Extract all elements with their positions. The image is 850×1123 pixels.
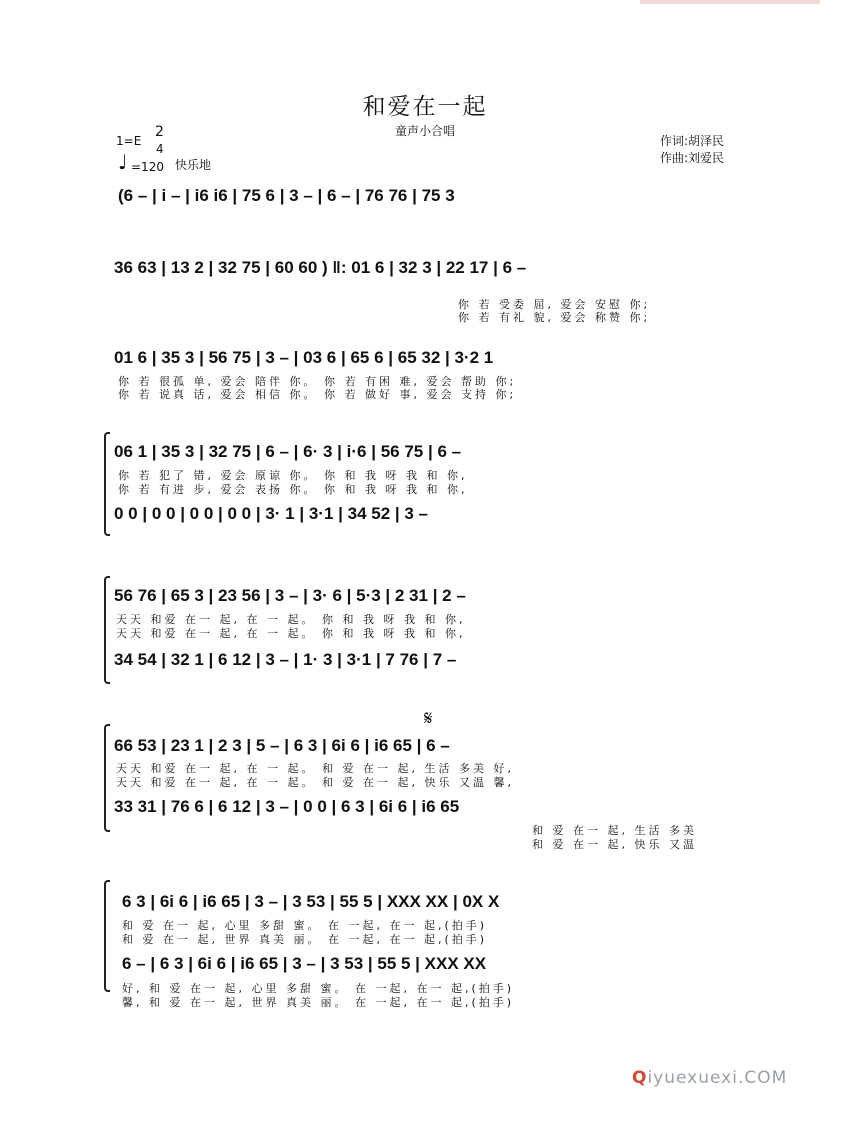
notes-row-7-lower: 6 – | 6 3 | 6i 6 | i6 65 | 3 – | 3 53 | 55 5 | XXX XX xyxy=(122,954,487,973)
lyrics-row-5-verse-1: 天天 和爱 在一 起, 在 一 起。 你 和 我 呀 我 和 你, xyxy=(116,613,466,626)
lyrics-row-4-verse-1: 你 若 犯了 错, 爱会 原谅 你。 你 和 我 呀 我 和 你, xyxy=(118,469,468,482)
watermark-text: iyuexuexi.COM xyxy=(647,1068,788,1088)
time-signature-bottom: 4 xyxy=(156,142,164,156)
lyrics-row-6-verse-2: 天天 和爱 在一 起, 在 一 起。 和 爱 在一 起, 快乐 又温 馨, xyxy=(116,776,514,789)
watermark xyxy=(632,1068,787,1088)
tempo-value: =120 xyxy=(131,160,164,174)
lyrics-row-3-verse-2: 你 若 说真 话, 爱会 相信 你。 你 若 做好 事, 爱会 支持 你; xyxy=(118,388,517,401)
notes-row-3: 01 6 | 35 3 | 56 75 | 3 – | 03 6 | 65 6 | 65 32 | 3·2 1 xyxy=(114,348,494,367)
lyrics-row-6-verse-1: 天天 和爱 在一 起, 在 一 起。 和 爱 在一 起, 生活 多美 好, xyxy=(116,762,514,775)
composer: 作曲:刘爱民 xyxy=(660,151,725,165)
lyrics-row-6-lower-verse-2: 和 爱 在一 起, 快乐 又温 xyxy=(532,838,697,851)
quarter-note-icon: ♩ xyxy=(118,150,128,174)
time-signature-top: 2 xyxy=(155,124,164,140)
watermark-logo: Q xyxy=(632,1068,648,1088)
notes-row-5-upper: 56 76 | 65 3 | 23 56 | 3 – | 3· 6 | 5·3 | 2 31 | 2 – xyxy=(114,586,466,605)
lyrics-row-2-verse-2: 你 若 有礼 貌, 爱会 称赞 你; xyxy=(458,311,651,324)
key-signature: 1=E xyxy=(116,134,142,148)
song-title: 和爱在一起 xyxy=(362,94,488,120)
system-brace-5 xyxy=(104,576,110,684)
system-brace-6 xyxy=(104,724,110,832)
notes-row-2: 36 63 | 13 2 | 32 75 | 60 60 ) ‖: 01 6 | 32 3 | 22 17 | 6 – xyxy=(114,258,527,277)
lyrics-row-6-lower-verse-1: 和 爱 在一 起, 生活 多美 xyxy=(532,824,697,837)
segno-sign: 𝄋 xyxy=(424,706,433,730)
tempo-marking: 快乐地 xyxy=(175,158,212,172)
notes-row-1: (6 – | i – | i6 i6 | 75 6 | 3 – | 6 – | 76 76 | 75 3 xyxy=(118,186,455,205)
system-brace-7 xyxy=(104,880,110,992)
notes-row-4-upper: 06 1 | 35 3 | 32 75 | 6 – | 6· 3 | i·6 | 56 75 | 6 – xyxy=(114,442,462,461)
notes-row-7-upper: 6 3 | 6i 6 | i6 65 | 3 – | 3 53 | 55 5 | XXX XX | 0X X xyxy=(122,892,500,911)
top-edge-bar xyxy=(640,0,820,4)
lyricist: 作词:胡泽民 xyxy=(660,134,725,148)
lyrics-row-4-verse-2: 你 若 有进 步, 爱会 表扬 你。 你 和 我 呀 我 和 你, xyxy=(118,483,468,496)
notes-row-6-lower: 33 31 | 76 6 | 6 12 | 3 – | 0 0 | 6 3 | 6i 6 | i6 65 xyxy=(114,797,460,816)
lyrics-row-7-verse-1: 和 爱 在一 起, 心里 多甜 蜜。 在 一起, 在一 起,(拍手) xyxy=(122,919,488,932)
lyrics-row-3-verse-1: 你 若 很孤 单, 爱会 陪伴 你。 你 若 有困 难, 爱会 帮助 你; xyxy=(118,375,517,388)
lyrics-row-5-verse-2: 天天 和爱 在一 起, 在 一 起。 你 和 我 呀 我 和 你, xyxy=(116,627,466,640)
notes-row-4-lower: 0 0 | 0 0 | 0 0 | 0 0 | 3· 1 | 3·1 | 34 52 | 3 – xyxy=(114,504,428,523)
system-brace-4 xyxy=(104,432,110,536)
notes-row-6-upper: 66 53 | 23 1 | 2 3 | 5 – | 6 3 | 6i 6 | i6 65 | 6 – xyxy=(114,736,450,755)
lyrics-row-7-lower-verse-2: 馨, 和 爱 在一 起, 世界 真美 丽。 在 一起, 在一 起,(拍手) xyxy=(122,996,515,1009)
lyrics-row-2-verse-1: 你 若 受委 屈, 爱会 安慰 你; xyxy=(458,298,651,311)
song-subtitle: 童声小合唱 xyxy=(394,124,455,138)
notes-row-5-lower: 34 54 | 32 1 | 6 12 | 3 – | 1· 3 | 3·1 | 7 76 | 7 – xyxy=(114,650,457,669)
lyrics-row-7-verse-2: 和 爱 在一 起, 世界 真美 丽。 在 一起, 在一 起,(拍手) xyxy=(122,933,488,946)
lyrics-row-7-lower-verse-1: 好, 和 爱 在一 起, 心里 多甜 蜜。 在 一起, 在一 起,(拍手) xyxy=(122,982,515,995)
